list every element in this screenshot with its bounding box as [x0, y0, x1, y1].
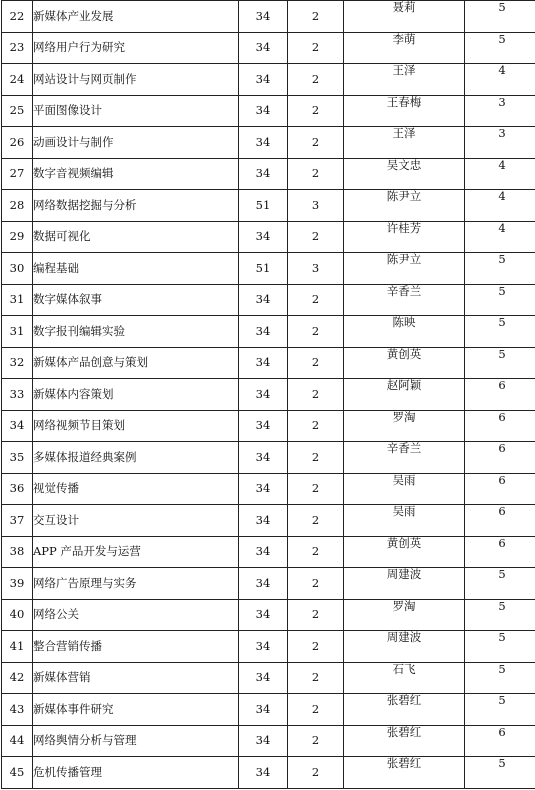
table-row — [2, 1, 535, 33]
course-teacher-cell: 吴雨 — [344, 505, 465, 537]
course-teacher-cell: 黄创英 — [344, 347, 465, 379]
course-credit-cell: 2 — [288, 473, 344, 505]
course-name-cell: 网络舆情分析与管理 — [33, 725, 239, 757]
course-hours-cell: 34 — [239, 221, 288, 253]
table-row — [2, 64, 535, 96]
course-name-cell: 动画设计与制作 — [33, 127, 239, 159]
course-name-cell: 平面图像设计 — [33, 95, 239, 127]
course-term-cell: 4 — [465, 190, 535, 222]
course-credit-cell: 2 — [288, 1, 344, 33]
course-teacher-cell: 周建波 — [344, 631, 465, 663]
course-number-cell: 28 — [2, 190, 33, 222]
course-teacher-cell: 王泽 — [344, 64, 465, 96]
table-row — [2, 599, 535, 631]
course-number-cell: 32 — [2, 347, 33, 379]
course-name-cell: 整合营销传播 — [33, 631, 239, 663]
course-credit-cell: 2 — [288, 631, 344, 663]
course-number-cell: 23 — [2, 32, 33, 64]
table-row — [2, 284, 535, 316]
course-hours-cell: 34 — [239, 631, 288, 663]
course-hours-cell: 34 — [239, 536, 288, 568]
course-term-cell: 3 — [465, 127, 535, 159]
course-teacher-cell: 吴文忠 — [344, 158, 465, 190]
table-row — [2, 536, 535, 568]
table-row — [2, 221, 535, 253]
course-hours-cell: 34 — [239, 442, 288, 474]
course-name-cell: 新媒体产业发展 — [33, 1, 239, 33]
table-row — [2, 473, 535, 505]
course-hours-cell: 34 — [239, 32, 288, 64]
course-number-cell: 45 — [2, 757, 33, 789]
course-credit-cell: 2 — [288, 284, 344, 316]
course-term-cell: 6 — [465, 473, 535, 505]
course-number-cell: 41 — [2, 631, 33, 663]
course-number-cell: 25 — [2, 95, 33, 127]
course-number-cell: 27 — [2, 158, 33, 190]
course-hours-cell: 34 — [239, 568, 288, 600]
table-row — [2, 410, 535, 442]
course-number-cell: 29 — [2, 221, 33, 253]
course-number-cell: 42 — [2, 662, 33, 694]
course-teacher-cell: 王泽 — [344, 127, 465, 159]
course-name-cell: 数据可视化 — [33, 221, 239, 253]
course-table — [1, 0, 535, 789]
course-teacher-cell: 陈尹立 — [344, 253, 465, 285]
course-credit-cell: 2 — [288, 599, 344, 631]
course-term-cell: 5 — [465, 1, 535, 33]
course-name-cell: 多媒体报道经典案例 — [33, 442, 239, 474]
course-number-cell: 30 — [2, 253, 33, 285]
course-credit-cell: 2 — [288, 127, 344, 159]
course-name-cell: 网络广告原理与实务 — [33, 568, 239, 600]
course-hours-cell: 34 — [239, 757, 288, 789]
course-term-cell: 5 — [465, 253, 535, 285]
course-term-cell: 5 — [465, 32, 535, 64]
course-number-cell: 43 — [2, 694, 33, 726]
course-credit-cell: 2 — [288, 757, 344, 789]
course-name-cell: 网站设计与网页制作 — [33, 64, 239, 96]
course-credit-cell: 2 — [288, 536, 344, 568]
course-name-cell: 网络用户行为研究 — [33, 32, 239, 64]
table-row — [2, 190, 535, 222]
course-term-cell: 6 — [465, 442, 535, 474]
table-row — [2, 442, 535, 474]
course-teacher-cell: 张碧红 — [344, 757, 465, 789]
course-credit-cell: 2 — [288, 64, 344, 96]
course-name-cell: 危机传播管理 — [33, 757, 239, 789]
course-term-cell: 4 — [465, 221, 535, 253]
table-row — [2, 253, 535, 285]
course-number-cell: 44 — [2, 725, 33, 757]
course-name-cell: 网络数据挖掘与分析 — [33, 190, 239, 222]
course-name-cell: 网络视频节目策划 — [33, 410, 239, 442]
course-teacher-cell: 罗淘 — [344, 599, 465, 631]
course-hours-cell: 34 — [239, 1, 288, 33]
course-name-cell: APP 产品开发与运营 — [33, 536, 239, 568]
course-term-cell: 5 — [465, 662, 535, 694]
course-term-cell: 6 — [465, 536, 535, 568]
course-hours-cell: 34 — [239, 694, 288, 726]
course-teacher-cell: 王春梅 — [344, 95, 465, 127]
course-number-cell: 24 — [2, 64, 33, 96]
course-hours-cell: 34 — [239, 158, 288, 190]
table-row — [2, 694, 535, 726]
course-number-cell: 31 — [2, 316, 33, 348]
table-row — [2, 347, 535, 379]
course-credit-cell: 2 — [288, 158, 344, 190]
course-number-cell: 22 — [2, 1, 33, 33]
course-term-cell: 5 — [465, 757, 535, 789]
course-term-cell: 4 — [465, 158, 535, 190]
table-row — [2, 95, 535, 127]
course-teacher-cell: 罗淘 — [344, 410, 465, 442]
course-credit-cell: 2 — [288, 379, 344, 411]
course-name-cell: 交互设计 — [33, 505, 239, 537]
course-credit-cell: 2 — [288, 95, 344, 127]
course-name-cell: 数字媒体叙事 — [33, 284, 239, 316]
course-term-cell: 5 — [465, 568, 535, 600]
course-name-cell: 新媒体产品创意与策划 — [33, 347, 239, 379]
course-teacher-cell: 张碧红 — [344, 725, 465, 757]
course-term-cell: 5 — [465, 631, 535, 663]
course-teacher-cell: 陈尹立 — [344, 190, 465, 222]
course-term-cell: 5 — [465, 694, 535, 726]
course-hours-cell: 34 — [239, 473, 288, 505]
course-number-cell: 39 — [2, 568, 33, 600]
course-teacher-cell: 石飞 — [344, 662, 465, 694]
course-term-cell: 6 — [465, 379, 535, 411]
course-term-cell: 4 — [465, 64, 535, 96]
course-name-cell: 新媒体内容策划 — [33, 379, 239, 411]
course-hours-cell: 34 — [239, 284, 288, 316]
course-term-cell: 5 — [465, 284, 535, 316]
course-hours-cell: 34 — [239, 379, 288, 411]
table-row — [2, 568, 535, 600]
course-hours-cell: 34 — [239, 662, 288, 694]
course-teacher-cell: 吴雨 — [344, 473, 465, 505]
course-name-cell: 新媒体事件研究 — [33, 694, 239, 726]
table-row — [2, 505, 535, 537]
table-row — [2, 379, 535, 411]
course-teacher-cell: 聂莉 — [344, 1, 465, 33]
course-number-cell: 36 — [2, 473, 33, 505]
course-number-cell: 31 — [2, 284, 33, 316]
course-hours-cell: 34 — [239, 127, 288, 159]
course-credit-cell: 2 — [288, 662, 344, 694]
course-credit-cell: 2 — [288, 505, 344, 537]
course-number-cell: 26 — [2, 127, 33, 159]
course-table-body — [2, 1, 535, 789]
course-credit-cell: 2 — [288, 32, 344, 64]
course-term-cell: 6 — [465, 505, 535, 537]
course-name-cell: 新媒体营销 — [33, 662, 239, 694]
course-number-cell: 40 — [2, 599, 33, 631]
course-term-cell: 5 — [465, 347, 535, 379]
course-number-cell: 37 — [2, 505, 33, 537]
course-number-cell: 35 — [2, 442, 33, 474]
course-credit-cell: 3 — [288, 253, 344, 285]
course-term-cell: 5 — [465, 599, 535, 631]
table-row — [2, 631, 535, 663]
course-credit-cell: 2 — [288, 568, 344, 600]
course-teacher-cell: 陈映 — [344, 316, 465, 348]
course-teacher-cell: 黄创英 — [344, 536, 465, 568]
course-hours-cell: 34 — [239, 725, 288, 757]
table-row — [2, 127, 535, 159]
course-teacher-cell: 周建波 — [344, 568, 465, 600]
course-teacher-cell: 辛香兰 — [344, 284, 465, 316]
course-credit-cell: 2 — [288, 410, 344, 442]
course-credit-cell: 2 — [288, 694, 344, 726]
course-number-cell: 33 — [2, 379, 33, 411]
course-name-cell: 网络公关 — [33, 599, 239, 631]
course-credit-cell: 2 — [288, 347, 344, 379]
course-credit-cell: 2 — [288, 221, 344, 253]
table-row — [2, 32, 535, 64]
course-teacher-cell: 张碧红 — [344, 694, 465, 726]
course-hours-cell: 34 — [239, 64, 288, 96]
course-number-cell: 34 — [2, 410, 33, 442]
course-teacher-cell: 赵阿颖 — [344, 379, 465, 411]
table-row — [2, 316, 535, 348]
course-hours-cell: 34 — [239, 599, 288, 631]
course-term-cell: 6 — [465, 725, 535, 757]
course-hours-cell: 34 — [239, 347, 288, 379]
table-row — [2, 725, 535, 757]
course-credit-cell: 3 — [288, 190, 344, 222]
table-row — [2, 662, 535, 694]
course-term-cell: 6 — [465, 410, 535, 442]
course-hours-cell: 34 — [239, 505, 288, 537]
course-teacher-cell: 辛香兰 — [344, 442, 465, 474]
course-credit-cell: 2 — [288, 442, 344, 474]
course-credit-cell: 2 — [288, 316, 344, 348]
course-name-cell: 视觉传播 — [33, 473, 239, 505]
course-hours-cell: 51 — [239, 190, 288, 222]
course-teacher-cell: 许桂芳 — [344, 221, 465, 253]
course-term-cell: 5 — [465, 316, 535, 348]
course-number-cell: 38 — [2, 536, 33, 568]
course-teacher-cell: 李萌 — [344, 32, 465, 64]
course-hours-cell: 34 — [239, 316, 288, 348]
course-name-cell: 编程基础 — [33, 253, 239, 285]
course-name-cell: 数字报刊编辑实验 — [33, 316, 239, 348]
course-hours-cell: 34 — [239, 410, 288, 442]
course-hours-cell: 34 — [239, 95, 288, 127]
course-name-cell: 数字音视频编辑 — [33, 158, 239, 190]
table-row — [2, 757, 535, 789]
course-term-cell: 3 — [465, 95, 535, 127]
table-row — [2, 158, 535, 190]
course-credit-cell: 2 — [288, 725, 344, 757]
course-hours-cell: 51 — [239, 253, 288, 285]
